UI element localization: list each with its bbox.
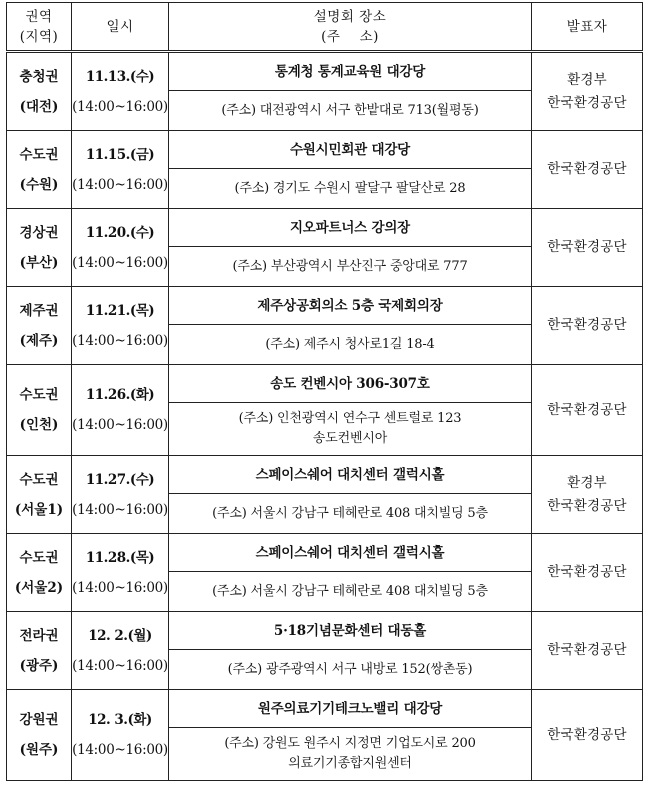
table-row — [7, 690, 643, 728]
region-cell — [7, 690, 72, 781]
venue-name: 스페이스쉐어 대치센터 갤럭시홀 — [169, 456, 532, 494]
table-row — [7, 52, 643, 91]
header-presenter: 발표자 — [532, 3, 643, 52]
region-city: (대전) — [19, 98, 59, 115]
presenter-line1: 환경부 — [567, 474, 607, 491]
session-time: (14:00~16:00) — [72, 657, 168, 674]
venue-address-line1: (주소) 강원도 원주시 지정면 기업도시로 200 — [224, 736, 476, 751]
table-row — [7, 365, 643, 403]
briefing-schedule-table — [6, 2, 643, 781]
presenter-cell — [532, 209, 643, 287]
presenter-line2: 한국환경공단 — [547, 317, 627, 333]
presenter-line2: 한국환경공단 — [547, 642, 627, 658]
venue-address — [169, 325, 532, 365]
schedule-body — [7, 52, 643, 781]
session-date: 11.15.(금) — [85, 146, 155, 163]
presenter-line2: 한국환경공단 — [547, 94, 627, 111]
region-cell — [7, 131, 72, 209]
header-region: 권역 (지역) — [7, 3, 72, 52]
venue-address-line1: (주소) 부산광역시 부산진구 중앙대로 777 — [232, 258, 468, 274]
presenter-line2: 한국환경공단 — [547, 239, 627, 255]
venue-name: 제주상공회의소 5층 국제회의장 — [169, 287, 532, 325]
table-row — [7, 287, 643, 325]
date-cell — [72, 534, 169, 612]
venue-address-line1: (주소) 서울시 강남구 테헤란로 408 대치빌딩 5층 — [212, 505, 488, 521]
region-city: (광주) — [19, 657, 59, 674]
venue-name: 통계청 통계교육원 대강당 — [169, 52, 532, 91]
session-time: (14:00~16:00) — [72, 98, 168, 115]
presenter-line2: 한국환경공단 — [547, 401, 627, 418]
region-name: 전라권 — [19, 627, 59, 644]
table-row — [7, 456, 643, 494]
region-city: (수원) — [19, 176, 59, 193]
venue-address-line2: 송도컨벤시아 — [312, 431, 388, 446]
table-row — [7, 209, 643, 247]
venue-address-line1: (주소) 경기도 수원시 팔달구 팔달산로 28 — [234, 180, 466, 196]
session-time: (14:00~16:00) — [72, 332, 168, 349]
presenter-line1: 환경부 — [567, 71, 607, 88]
session-time: (14:00~16:00) — [72, 501, 168, 518]
region-name: 수도권 — [19, 549, 59, 566]
date-cell — [72, 365, 169, 456]
session-date: 11.20.(수) — [85, 224, 155, 241]
region-city: (서울1) — [14, 501, 64, 518]
region-name: 수도권 — [19, 146, 59, 163]
region-name: 수도권 — [19, 387, 59, 403]
region-city: (서울2) — [14, 579, 64, 596]
table-row — [7, 612, 643, 650]
venue-address — [169, 247, 532, 287]
venue-address-line2: 의료기기종합지원센터 — [288, 756, 412, 771]
venue-address — [169, 403, 532, 456]
venue-name: 5·18기념문화센터 대동홀 — [169, 612, 532, 650]
region-cell — [7, 209, 72, 287]
header-venue: 설명회 장소 (주 소) — [169, 3, 532, 52]
presenter-line2: 한국환경공단 — [547, 161, 627, 177]
table-row — [7, 534, 643, 572]
region-city: (원주) — [19, 742, 59, 758]
region-name: 강원권 — [19, 712, 59, 728]
venue-name: 원주의료기기테크노밸리 대강당 — [169, 690, 532, 728]
region-name: 제주권 — [19, 302, 59, 319]
date-cell — [72, 131, 169, 209]
presenter-line2: 한국환경공단 — [547, 564, 627, 580]
header-date: 일시 — [72, 3, 169, 52]
region-name: 경상권 — [19, 224, 59, 241]
presenter-cell — [532, 52, 643, 131]
venue-address-line1: (주소) 광주광역시 서구 내방로 152(쌍촌동) — [227, 661, 473, 677]
venue-address — [169, 728, 532, 781]
presenter-cell — [532, 365, 643, 456]
session-date: 11.13.(수) — [85, 68, 155, 85]
session-time: (14:00~16:00) — [72, 254, 168, 271]
venue-address-line1: (주소) 대전광역시 서구 한밭대로 713(월평동) — [221, 102, 479, 118]
session-date: 11.27.(수) — [85, 471, 155, 488]
region-cell — [7, 365, 72, 456]
date-cell — [72, 612, 169, 690]
table-row — [7, 131, 643, 169]
date-cell — [72, 209, 169, 287]
venue-address-line1: (주소) 제주시 청사로1길 18-4 — [265, 336, 435, 352]
table-header-row — [7, 3, 643, 52]
presenter-cell — [532, 456, 643, 534]
session-time: (14:00~16:00) — [72, 417, 168, 433]
region-city: (인천) — [19, 417, 59, 433]
venue-name: 송도 컨벤시아 306-307호 — [169, 365, 532, 403]
session-date: 12. 3.(화) — [88, 712, 152, 728]
region-cell — [7, 534, 72, 612]
region-cell — [7, 52, 72, 131]
date-cell — [72, 52, 169, 131]
presenter-cell — [532, 690, 643, 781]
venue-address — [169, 169, 532, 209]
presenter-cell — [532, 131, 643, 209]
venue-address-line1: (주소) 서울시 강남구 테헤란로 408 대치빌딩 5층 — [212, 583, 488, 599]
region-cell — [7, 287, 72, 365]
date-cell — [72, 690, 169, 781]
session-time: (14:00~16:00) — [72, 579, 168, 596]
region-city: (부산) — [19, 254, 59, 271]
presenter-line2: 한국환경공단 — [547, 726, 627, 743]
session-date: 11.26.(화) — [85, 387, 155, 403]
date-cell — [72, 456, 169, 534]
venue-address — [169, 572, 532, 612]
venue-name: 스페이스쉐어 대치센터 갤럭시홀 — [169, 534, 532, 572]
presenter-cell — [532, 287, 643, 365]
presenter-line2: 한국환경공단 — [547, 497, 627, 514]
venue-address-line1: (주소) 인천광역시 연수구 센트럴로 123 — [238, 411, 462, 426]
session-date: 11.21.(목) — [85, 302, 155, 319]
session-time: (14:00~16:00) — [72, 176, 168, 193]
venue-name: 수원시민회관 대강당 — [169, 131, 532, 169]
region-cell — [7, 612, 72, 690]
presenter-cell — [532, 534, 643, 612]
venue-address — [169, 494, 532, 534]
region-cell — [7, 456, 72, 534]
region-name: 충청권 — [19, 68, 59, 85]
venue-address — [169, 650, 532, 690]
date-cell — [72, 287, 169, 365]
session-time: (14:00~16:00) — [72, 742, 168, 758]
venue-name: 지오파트너스 강의장 — [169, 209, 532, 247]
presenter-cell — [532, 612, 643, 690]
region-city: (제주) — [19, 332, 59, 349]
venue-address — [169, 91, 532, 131]
session-date: 11.28.(목) — [85, 549, 155, 566]
region-name: 수도권 — [19, 471, 59, 488]
session-date: 12. 2.(월) — [88, 627, 152, 644]
